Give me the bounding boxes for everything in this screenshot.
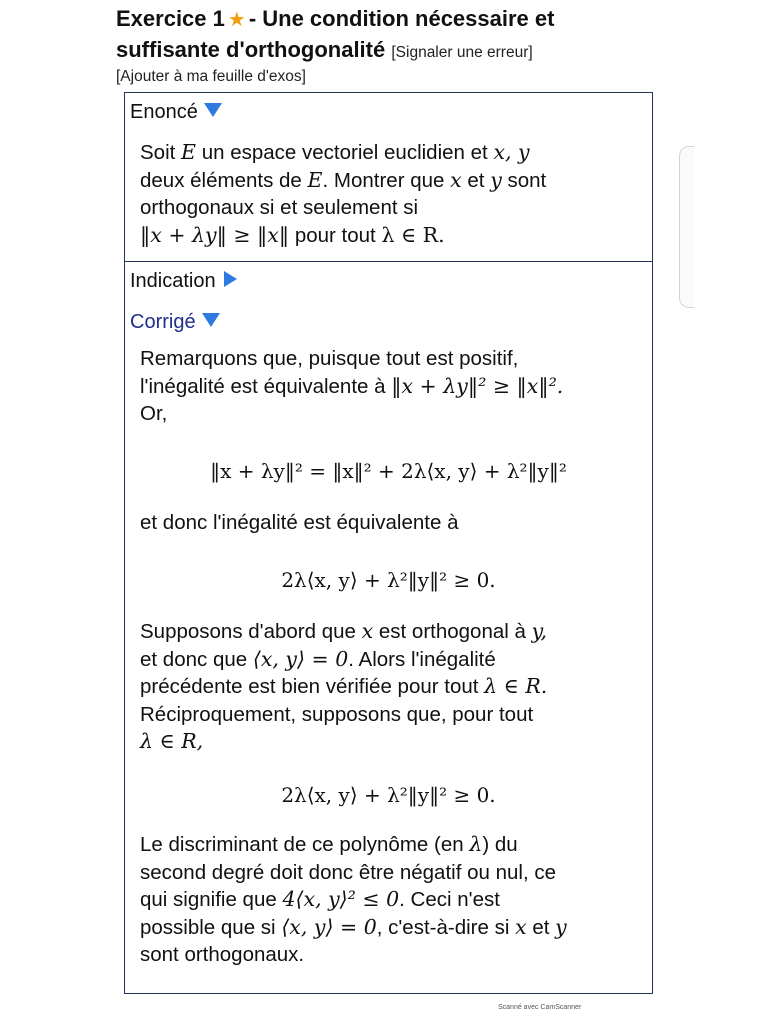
math: ⟨x, y⟩ = 0 xyxy=(281,914,377,939)
indication-heading: Indication xyxy=(130,270,216,292)
math: y, xyxy=(531,619,547,643)
math: 4⟨x, y⟩² ≤ 0 xyxy=(282,887,400,911)
corrige-paragraph-4 xyxy=(140,831,645,969)
corrige-paragraph-3 xyxy=(140,618,645,756)
text: Réciproquement, supposons que, pour tout xyxy=(140,702,534,726)
math: x, y xyxy=(493,140,530,164)
triangle-right-icon xyxy=(224,271,237,287)
text: possible que si xyxy=(140,915,282,939)
text: ) du xyxy=(482,833,518,856)
equation-1: ‖x + λy‖² = ‖x‖² + 2λ⟨x, y⟩ + λ²‖y‖² xyxy=(210,459,567,483)
triangle-down-icon xyxy=(204,103,222,117)
text: un espace vectoriel euclidien et xyxy=(196,141,494,164)
enonce-heading: Enoncé xyxy=(130,101,198,123)
text: l'inégalité est équivalente à xyxy=(140,374,392,398)
equation-2: 2λ⟨x, y⟩ + λ²‖y‖² ≥ 0. xyxy=(281,568,496,592)
text: orthogonaux si et seulement si xyxy=(140,196,419,219)
side-scroll-tab[interactable] xyxy=(679,146,694,308)
text: sont orthogonaux. xyxy=(140,943,305,966)
text: Remarquons que, puisque tout est positif, xyxy=(140,347,519,370)
corrige-paragraph-1 xyxy=(140,345,645,428)
math: x xyxy=(361,619,374,643)
add-to-sheet-link[interactable]: [Ajouter à ma feuille d'exos] xyxy=(116,68,306,85)
math: λ xyxy=(469,832,483,856)
text: second degré doit donc être négatif ou nul, ce xyxy=(140,860,556,884)
math: E xyxy=(307,167,323,192)
exercise-title-line-2 xyxy=(116,35,676,67)
enonce-toggle[interactable] xyxy=(130,99,222,125)
math: ‖x + λy‖ ≥ ‖x‖ xyxy=(140,222,290,247)
indication-section xyxy=(124,262,653,302)
exercise-title: - Une condition nécessaire et xyxy=(248,6,555,31)
text: qui signifie que xyxy=(140,888,283,911)
triangle-down-icon xyxy=(202,313,220,327)
math: E xyxy=(181,140,196,164)
indication-toggle[interactable] xyxy=(130,268,237,294)
text: sont xyxy=(501,168,547,192)
exercise-label: Exercice 1 xyxy=(116,6,225,31)
math: ‖x + λy‖² ≥ ‖x‖². xyxy=(391,373,564,398)
text: et donc que xyxy=(140,647,253,671)
star-icon: ★ xyxy=(227,9,246,31)
enonce-section xyxy=(124,92,653,262)
enonce-text xyxy=(140,139,645,249)
text: et xyxy=(461,168,491,192)
math: y xyxy=(555,914,567,939)
corrige-paragraph-2: et donc l'inégalité est équivalente à xyxy=(140,511,459,534)
math: λ ∈ R. xyxy=(381,222,445,247)
text: Supposons d'abord que xyxy=(140,620,362,643)
text: Or, xyxy=(140,402,168,425)
equation-3: 2λ⟨x, y⟩ + λ²‖y‖² ≥ 0. xyxy=(281,783,496,807)
corrige-toggle[interactable] xyxy=(130,309,220,335)
text: , c'est-à-dire si xyxy=(376,915,516,939)
exercise-title-cont: suffisante d'orthogonalité xyxy=(116,37,386,62)
text: . Alors l'inégalité xyxy=(348,647,496,671)
math: x xyxy=(515,914,527,939)
exercise-header xyxy=(116,4,676,87)
math: λ ∈ R, xyxy=(140,729,204,753)
text: pour tout xyxy=(289,223,382,247)
math: x xyxy=(450,167,462,192)
corrige-heading: Corrigé xyxy=(130,311,196,333)
math: ⟨x, y⟩ = 0 xyxy=(252,646,349,671)
text: . Montrer que xyxy=(322,168,451,192)
text: et xyxy=(526,915,556,939)
exercise-title-line-1 xyxy=(116,4,676,35)
text: Soit xyxy=(140,141,182,164)
scanner-watermark: Scanné avec CamScanner xyxy=(498,1004,582,1011)
report-error-link[interactable]: [Signaler une erreur] xyxy=(391,44,533,61)
text: Le discriminant de ce polynôme (en xyxy=(140,833,470,856)
text: deux éléments de xyxy=(140,168,308,192)
corrige-section xyxy=(124,301,653,994)
math: λ ∈ R. xyxy=(484,674,548,698)
text: est orthogonal à xyxy=(373,620,532,643)
math: y xyxy=(490,167,502,192)
text: . Ceci n'est xyxy=(399,888,500,911)
text: précédente est bien vérifiée pour tout xyxy=(140,675,485,698)
